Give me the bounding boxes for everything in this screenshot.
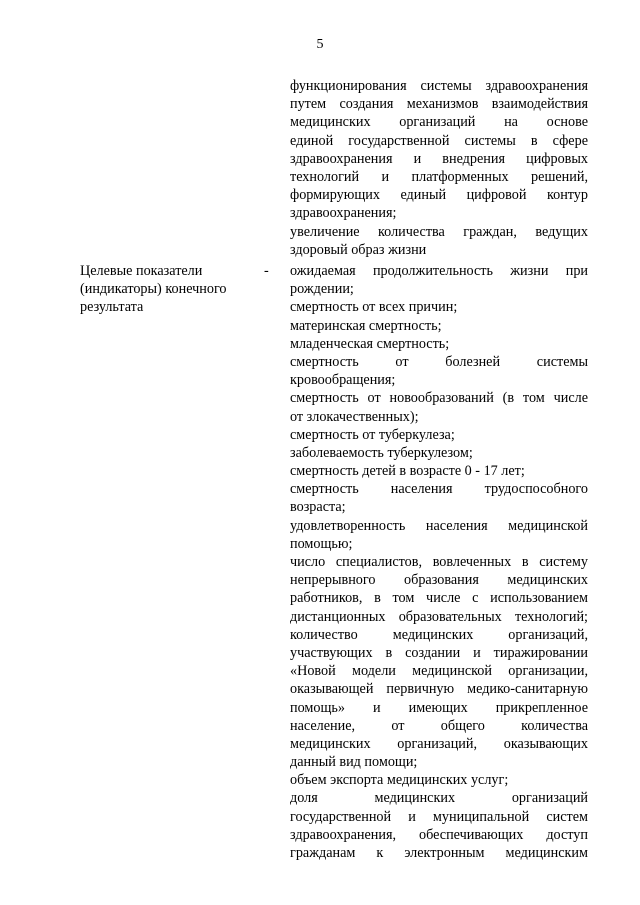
indicator-line: рождении; bbox=[290, 281, 354, 298]
indicator-line: данный вид помощи; bbox=[290, 754, 418, 771]
indicator-line: смертность от болезней системы bbox=[290, 353, 588, 370]
continuation-line: формирующих единый цифровой контур bbox=[290, 187, 588, 204]
indicator-line: заболеваемость туберкулезом; bbox=[290, 444, 473, 461]
continuation-line: технологий и платформенных решений, bbox=[290, 168, 588, 185]
section-label-line: (индикаторы) конечного bbox=[80, 281, 227, 298]
continuation-text-block bbox=[290, 77, 588, 259]
continuation-line: единой государственной системы в сфере bbox=[290, 132, 588, 149]
indicator-line: «Новой модели медицинской организации, bbox=[290, 663, 588, 680]
section-label-line: Целевые показатели bbox=[80, 263, 203, 279]
continuation-line: функционирования системы здравоохранения bbox=[290, 78, 588, 94]
section-label-line: результата bbox=[80, 299, 144, 316]
label-dash: - bbox=[264, 263, 269, 279]
continuation-line: путем создания механизмов взаимодействия bbox=[290, 96, 588, 113]
indicator-line: участвующих в создании и тиражировании bbox=[290, 644, 588, 661]
indicator-line: возраста; bbox=[290, 499, 346, 516]
continuation-line: здоровый образ жизни bbox=[290, 241, 427, 258]
indicator-line: материнская смертность; bbox=[290, 317, 442, 334]
indicator-line: младенческая смертность; bbox=[290, 335, 450, 352]
section-label bbox=[80, 262, 260, 317]
continuation-line: здравоохранения; bbox=[290, 205, 397, 222]
indicators-text-block bbox=[290, 262, 588, 862]
indicator-line: оказывающей первичную медико-санитарную bbox=[290, 681, 588, 698]
indicator-line: число специалистов, вовлеченных в систему bbox=[290, 554, 588, 570]
indicator-line: здравоохранения, обеспечивающих доступ bbox=[290, 826, 588, 843]
indicator-line: смертность населения трудоспособного bbox=[290, 481, 588, 498]
indicator-line: население, от общего количества bbox=[290, 717, 588, 734]
indicator-line: от злокачественных); bbox=[290, 408, 419, 425]
indicator-line: гражданам к электронным медицинским bbox=[290, 845, 588, 861]
indicator-line: смертность от туберкулеза; bbox=[290, 426, 455, 443]
indicator-line: помощью; bbox=[290, 535, 353, 552]
page-number: 5 bbox=[316, 37, 324, 52]
indicator-line: количество медицинских организаций, bbox=[290, 626, 588, 643]
indicator-line: смертность детей в возрасте 0 - 17 лет; bbox=[290, 463, 525, 480]
indicator-line: помощь» и имеющих прикрепленное bbox=[290, 699, 588, 716]
indicator-line: государственной и муниципальной систем bbox=[290, 808, 588, 825]
indicator-line: доля медицинских организаций bbox=[290, 790, 588, 807]
continuation-line: медицинских организаций на основе bbox=[290, 114, 588, 131]
indicator-line: дистанционных образовательных технологий; bbox=[290, 608, 588, 625]
continuation-line: здравоохранения и внедрения цифровых bbox=[290, 150, 588, 167]
indicator-line: кровообращения; bbox=[290, 372, 396, 389]
indicator-line: объем экспорта медицинских услуг; bbox=[290, 772, 509, 789]
indicator-line: удовлетворенность населения медицинской bbox=[290, 517, 588, 534]
indicator-line: смертность от всех причин; bbox=[290, 299, 458, 316]
indicator-line: смертность от новообразований (в том числе bbox=[290, 390, 588, 407]
indicator-line: работников, в том числе с использованием bbox=[290, 590, 588, 607]
continuation-line: увеличение количества граждан, ведущих bbox=[290, 223, 588, 240]
indicator-line: непрерывного образования медицинских bbox=[290, 572, 588, 589]
indicator-line: ожидаемая продолжительность жизни при bbox=[290, 263, 588, 279]
indicator-line: медицинских организаций, оказывающих bbox=[290, 735, 588, 752]
